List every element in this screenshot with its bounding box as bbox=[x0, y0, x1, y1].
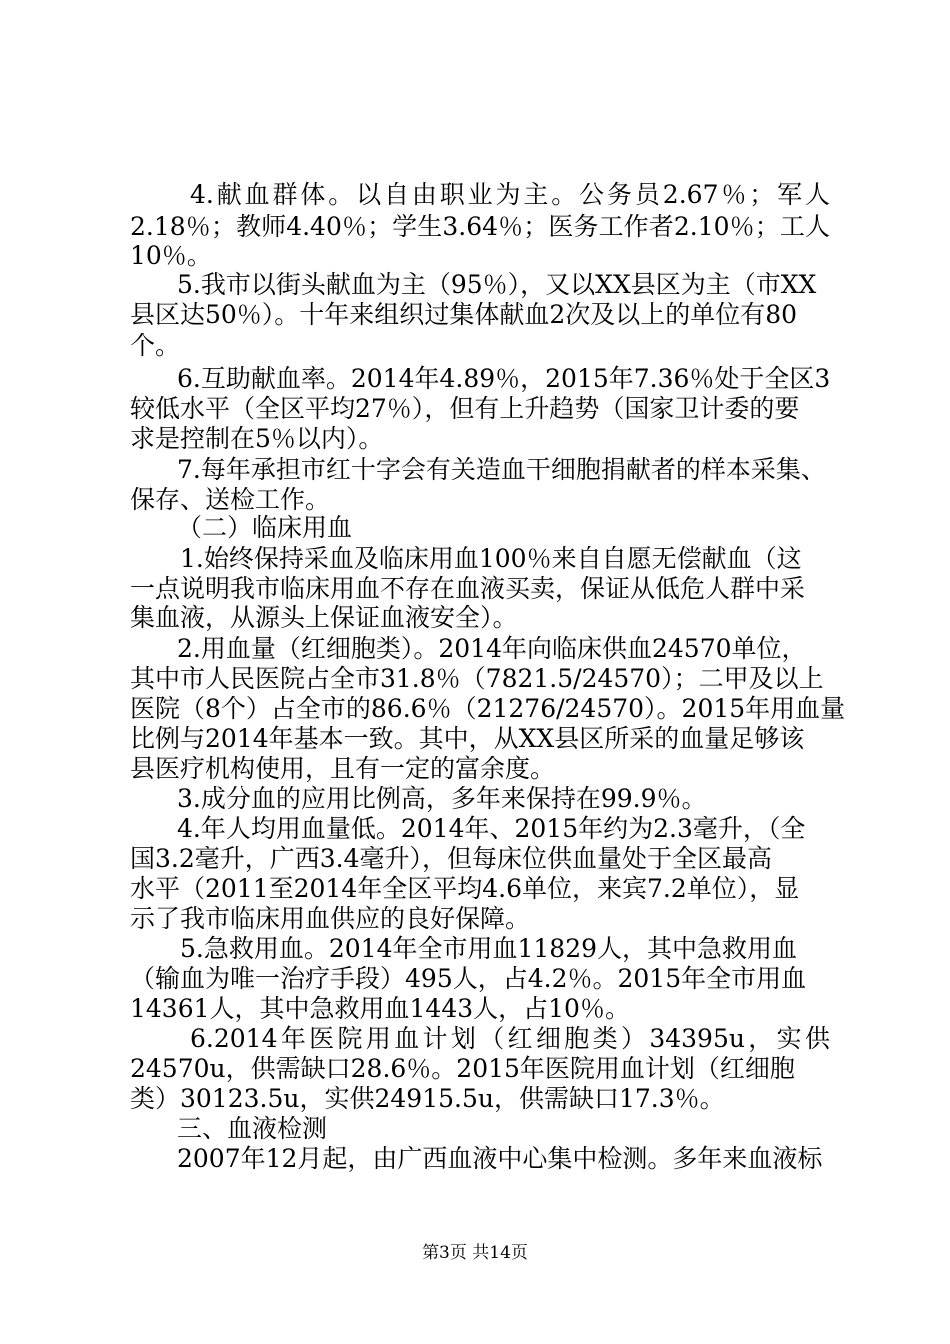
text-line: 求是控制在5％以内）。 bbox=[130, 424, 384, 453]
section-heading: 三、血液检测 bbox=[177, 1114, 328, 1143]
text-line: 2007年12月起，由广西血液中心集中检测。多年来血液标 bbox=[177, 1144, 823, 1173]
text-line: 3.成分血的应用比例高，多年来保持在99.9％。 bbox=[177, 784, 707, 813]
text-line: 2.用血量（红细胞类）。2014年向临床供血24570单位， bbox=[177, 634, 807, 663]
text-line: 一点说明我市临床用血不存在血液买卖，保证从低危人群中采 bbox=[130, 574, 806, 603]
text-line: 24570u，供需缺口28.6％。2015年医院用血计划（红细胞 bbox=[130, 1054, 795, 1083]
page-footer: 第3页 共14页 bbox=[422, 1243, 528, 1263]
section-heading: （二）临床用血 bbox=[177, 513, 353, 542]
text-line: 7.每年承担市红十字会有关造血干细胞捐献者的样本采集、 bbox=[177, 455, 826, 484]
text-line: 4.献血群体。以自由职业为主。公务员2.67％；军人 bbox=[190, 180, 830, 209]
text-line: 个。 bbox=[130, 331, 181, 360]
text-line: 其中市人民医院占全市31.8％（7821.5/24570）；二甲及以上 bbox=[130, 664, 824, 693]
text-line: 4.年人均用血量低。2014年、2015年约为2.3毫升，（全 bbox=[177, 814, 806, 843]
text-line: 6.2014年医院用血计划（红细胞类）34395u，实供 bbox=[190, 1024, 830, 1053]
text-line: 示了我市临床用血供应的良好保障。 bbox=[130, 904, 531, 933]
text-line: 5.急救用血。2014年全市用血11829人，其中急救用血 bbox=[180, 934, 798, 963]
text-line: 县区达50％）。十年来组织过集体献血2次及以上的单位有80 bbox=[130, 300, 798, 329]
text-line: （输血为唯一治疗手段）495人，占4.2％。2015年全市用血 bbox=[130, 964, 807, 993]
text-line: 5.我市以街头献血为主（95％），又以XX县区为主（市XX bbox=[177, 270, 817, 299]
text-line: 保存、送检工作。 bbox=[130, 485, 331, 514]
text-line: 2.18％；教师4.40％；学生3.64％；医务工作者2.10％；工人 bbox=[130, 212, 830, 241]
text-line: 1.始终保持采血及临床用血100％来自自愿无偿献血（这 bbox=[180, 544, 802, 573]
text-line: 县医疗机构使用，且有一定的富余度。 bbox=[130, 754, 556, 783]
text-line: 6.互助献血率。2014年4.89％，2015年7.36％处于全区3 bbox=[177, 364, 831, 393]
text-line: 比例与2014年基本一致。其中，从XX县区所采的血量足够该 bbox=[130, 724, 805, 753]
text-line: 国3.2毫升，广西3.4毫升），但每床位供血量处于全区最高 bbox=[130, 844, 773, 873]
text-line: 类）30123.5u，实供24915.5u，供需缺口17.3％。 bbox=[130, 1084, 725, 1113]
text-line: 集血液，从源头上保证血液安全）。 bbox=[130, 603, 518, 632]
text-line: 较低水平（全区平均27％），但有上升趋势（国家卫计委的要 bbox=[130, 394, 800, 423]
text-line: 10％。 bbox=[130, 241, 212, 270]
text-line: 水平（2011至2014年全区平均4.6单位，来宾7.2单位），显 bbox=[130, 874, 800, 903]
text-line: 14361人，其中急救用血1443人，占10％。 bbox=[130, 994, 630, 1023]
text-line: 医院（8个）占全市的86.6％（21276/24570）。2015年用血量 bbox=[130, 694, 846, 723]
